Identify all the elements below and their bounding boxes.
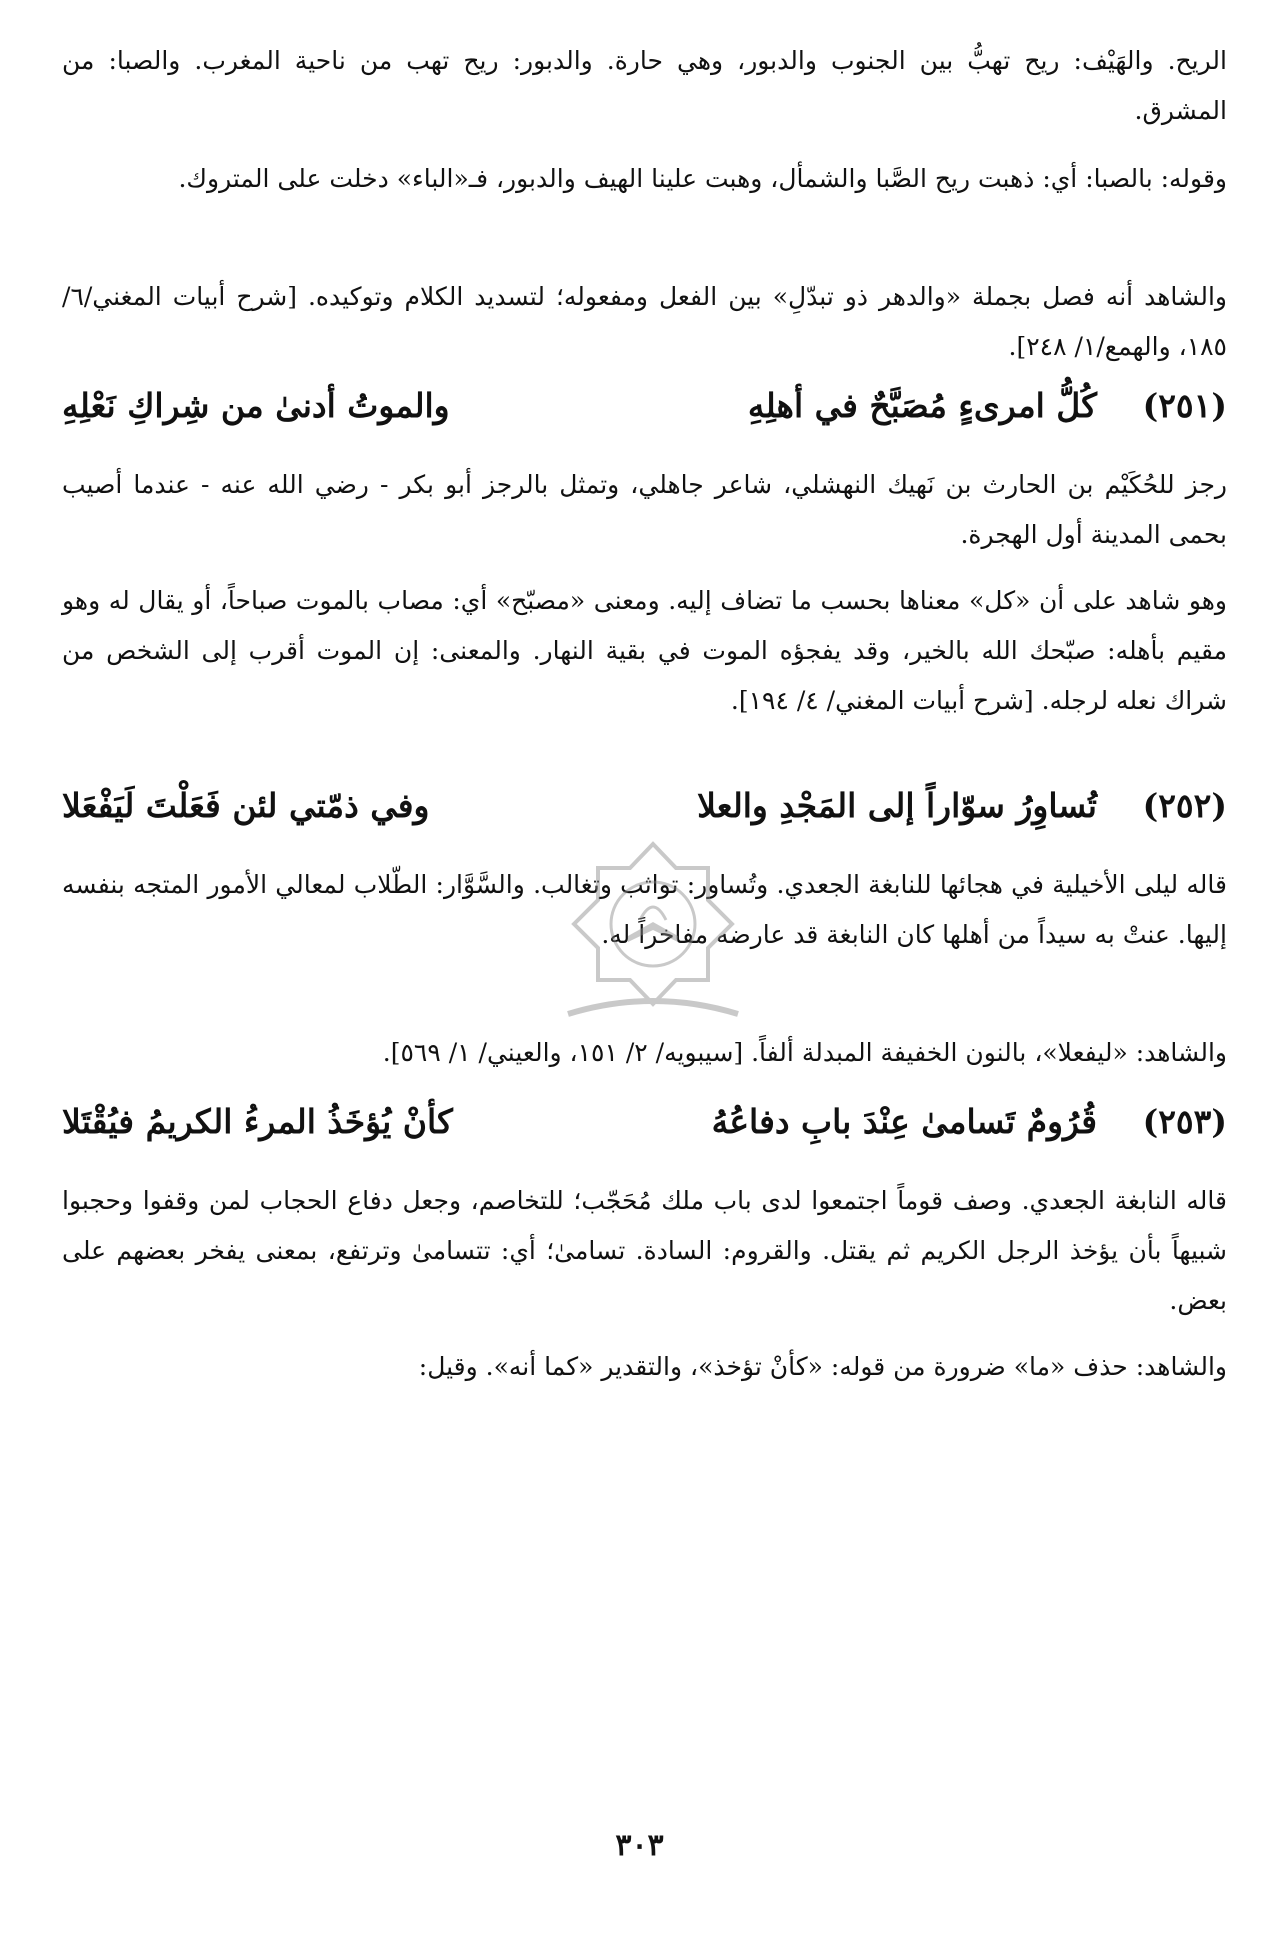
page-number: ٣٠٣ [615, 1828, 664, 1863]
paragraph-winds: الريح. والهَيْف: ريح تهبُّ بين الجنوب والدبور، وهي حارة. والدبور: ريح تهب من ناحية المغرب. والصبا: من المشرق. [62, 46, 1227, 125]
paragraph-nabigha-description: قاله النابغة الجعدي. وصف قوماً اجتمعوا لدى باب ملك مُحَجّب؛ للتخاصم، وجعل دفاع الحجاب لمن وقفوا وحجبوا شبيهاً بأن يؤخذ الرجل الكريم ثم يقتل. والقروم: السادة. تسامىٰ؛ أي: تتسامىٰ وترتفع، بمعنى يفخر بعضهم على بعض. [62, 1186, 1227, 1315]
paragraph-evidence-1: والشاهد أنه فصل بجملة «والدهر ذو تبدّلِ» بين الفعل ومفعوله؛ لتسديد الكلام وتوكيده. [شرح أبيات المغني/٦/ ١٨٥، والهمع/١/ ٢٤٨]. [62, 282, 1227, 361]
verse-hemistich-first: تُساوِرُ سوّاراً إلى المَجْدِ والعلا [697, 786, 1097, 825]
verse-251 [62, 378, 1227, 440]
verse-hemistich-second: والموتُ أدنىٰ من شِراكِ نَعْلِهِ [62, 386, 450, 425]
paragraph-evidence-ma: والشاهد: حذف «ما» ضرورة من قوله: «كأنْ تؤخذ»، والتقدير «كما أنه». وقيل: [418, 1352, 1227, 1381]
verse-253 [62, 1094, 1227, 1156]
verse-number: (٢٥٣) [1142, 1102, 1227, 1141]
verse-number: (٢٥١) [1142, 386, 1227, 425]
paragraph-evidence-nun: والشاهد: «ليفعلا»، بالنون الخفيفة المبدلة ألفاً. [سيبويه/ ٢/ ١٥١، والعيني/ ١/ ٥٦٩]. [382, 1038, 1227, 1067]
verse-hemistich-first: كُلُّ امرىءٍ مُصَبَّحٌ في أهلِهِ [747, 386, 1097, 425]
verse-252 [62, 778, 1227, 840]
verse-number: (٢٥٢) [1142, 786, 1227, 825]
paragraph-evidence-kull: وهو شاهد على أن «كل» معناها بحسب ما تضاف إليه. ومعنى «مصبّح» أي: مصاب بالموت صباحاً، أو يقال له وهو مقيم بأهله: صبّحك الله بالخير، وقد يفجؤه الموت في بقية النهار. والمعنى: إن الموت أقرب إلى الشخص من شراك نعله لرجله. [شرح أبيات المغني/ ٤/ ١٩٤]. [62, 586, 1227, 715]
watermark-emblem-icon [548, 838, 758, 1028]
verse-hemistich-second: وفي ذمّتي لئن فَعَلْتَ لَيَفْعَلا [62, 786, 430, 825]
paragraph-rajaz-attribution: رجز للحُكَيْم بن الحارث بن نَهيك النهشلي، شاعر جاهلي، وتمثل بالرجز أبو بكر - رضي الله عنه - عندما أصيب بحمى المدينة أول الهجرة. [62, 470, 1227, 549]
paragraph-saba: وقوله: بالصبا: أي: ذهبت ريح الصَّبا والشمأل، وهبت علينا الهيف والدبور، فـ«الباء» دخلت على المتروك. [178, 164, 1227, 193]
paragraph-layla-attribution: قاله ليلى الأخيلية في هجائها للنابغة الجعدي. وتُساور: تواثب وتغالب. والسَّوَّار: الطّلاب لمعالي الأمور المتجه بنفسه إليها. عنتْ به سيداً من أهلها كان النابغة قد عارضه مفاخراً له. [62, 870, 1227, 949]
verse-hemistich-second: كأنْ يُؤخَذُ المرءُ الكريمُ فيُقْتَلا [62, 1102, 453, 1141]
verse-hemistich-first: قُرُومٌ تَسامىٰ عِنْدَ بابِ دفاعُهُ [711, 1102, 1097, 1141]
